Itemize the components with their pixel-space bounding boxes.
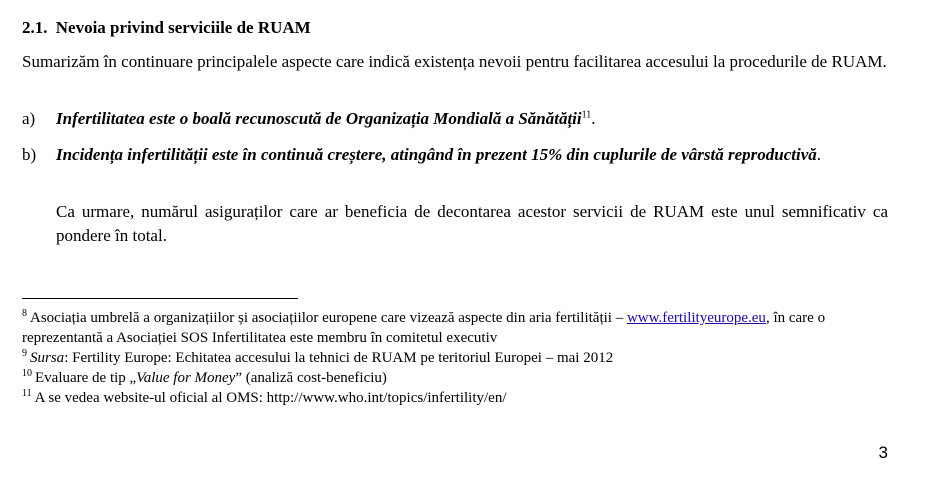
list-item-text	[56, 143, 888, 167]
footnote-number: 8	[22, 308, 27, 319]
footnote-text-after: , în care o reprezentantă a Asociației SOS Infertilitatea este membru în comitetul executiv	[22, 310, 826, 346]
section-title: Nevoia privind serviciile de RUAM	[55, 18, 311, 37]
item-tail: .	[816, 145, 822, 164]
footnote	[22, 368, 892, 388]
footnote-number: 10	[22, 368, 32, 379]
footnote-text-after: ” (analiză cost-beneficiu)	[235, 370, 387, 386]
list-item	[22, 143, 888, 167]
footnote	[22, 348, 892, 368]
footnote-text: Asociația umbrelă a organizațiilor și asociațiilor europene care vizează aspecte din aria fertilității –	[30, 310, 627, 326]
previous-line-fragment	[180, 0, 340, 3]
list-item	[22, 107, 888, 131]
page-number: 3	[878, 443, 888, 462]
footnote-number: 9	[22, 348, 27, 359]
footnotes	[22, 308, 892, 408]
footnote-separator	[22, 298, 298, 299]
section-heading	[22, 18, 311, 38]
footnote	[22, 308, 892, 348]
footnote-italic: Value for Money	[136, 370, 236, 386]
item-text: Infertilitatea este o boală recunoscută de Organizația Mondială a Sănătății	[56, 109, 582, 128]
list-marker: a)	[22, 109, 36, 128]
footnote-label: Sursa	[30, 350, 65, 366]
footnote-text: A se vedea website-ul oficial al OMS: http://www.who.int/topics/infertility/en/	[34, 390, 507, 406]
footnote	[22, 388, 892, 408]
item-tail: .	[591, 109, 596, 128]
section-number: 2.1.	[22, 18, 48, 37]
list-marker: b)	[22, 145, 37, 164]
footnote-number: 11	[22, 388, 32, 399]
result-paragraph: Ca urmare, numărul asiguraților care ar beneficia de decontarea acestor servicii de RUAM este unul semnificativ ca pondere în total.	[56, 202, 888, 245]
fertility-europe-link[interactable]: www.fertilityeurope.eu	[626, 310, 766, 326]
item-text: Incidența infertilității este în continuă creștere, atingând în prezent 15% din cuplurile de vârstă reproductivă	[56, 145, 817, 164]
footnote-text: Evaluare de tip „	[35, 370, 137, 386]
list-item-text	[56, 107, 888, 131]
footnote-text: : Fertility Europe: Echitatea accesului la tehnici de RUAM pe teritoriul Europei – mai 2012	[64, 350, 614, 366]
intro-paragraph: Sumarizăm în continuare principalele aspecte care indică existența nevoii pentru facilitarea accesului la procedurile de RUAM.	[22, 52, 887, 71]
footnote-ref: 11	[581, 109, 592, 121]
